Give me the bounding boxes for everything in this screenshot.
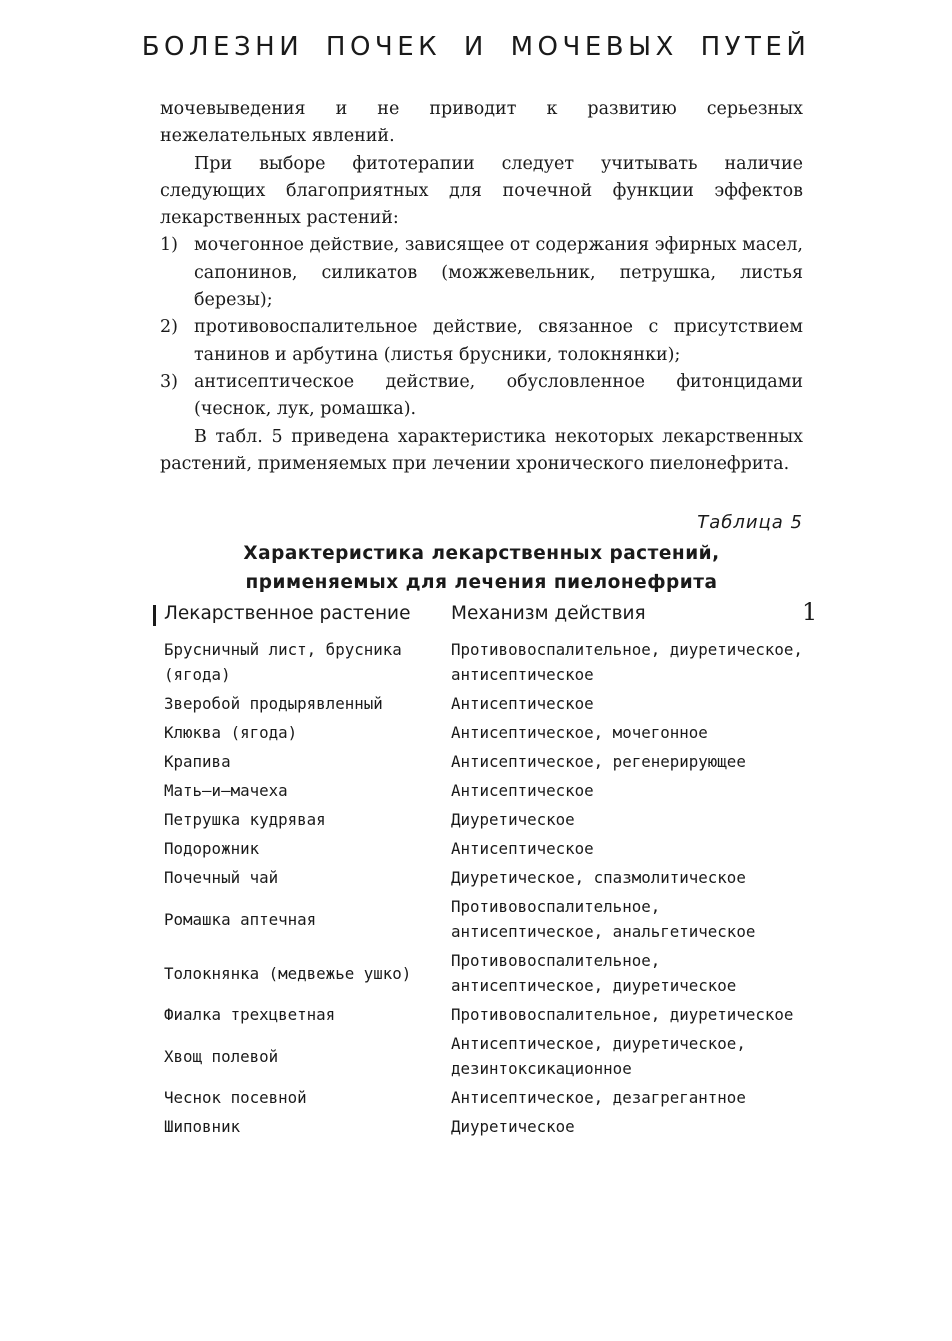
mechanism-cell: Антисептическое, дезагрегантное	[451, 1088, 746, 1107]
mechanism-cell: Антисептическое, регенерирующее	[451, 752, 746, 771]
list-item	[160, 369, 803, 424]
mechanism-cell: Антисептическое	[451, 694, 594, 713]
list-item-text: мочегонное действие, зависящее от содержания эфирных масел, сапонинов, силикатов (можжевельник, петрушка, листья березы);	[194, 235, 803, 311]
table-title-line-2: применяемых для лечения пиелонефрита	[245, 572, 718, 593]
table-row	[164, 863, 804, 892]
paragraph-continuation: мочевыведения и не приводит к развитию серьезных нежелательных явлений.	[160, 99, 803, 147]
plant-name-cell: Крапива	[164, 752, 231, 771]
table-row	[164, 776, 804, 805]
plant-name-cell: Чеснок посевной	[164, 1088, 307, 1107]
plant-name-cell: Петрушка кудрявая	[164, 810, 326, 829]
list-number: 2)	[160, 317, 178, 338]
plant-name-cell: Шиповник	[164, 1117, 241, 1136]
plant-name-cell: Подорожник	[164, 839, 260, 858]
column-header-mechanism: Механизм действия	[451, 603, 646, 624]
mechanism-cell: Противовоспалительное, диуретическое	[451, 1005, 794, 1024]
list-item-text: антисептическое действие, обусловленное фитонцидами (чеснок, лук, ромашка).	[194, 371, 803, 420]
list-item-text: противовоспалительное действие, связанное с присутствием танинов и арбутина (листья брусники, толокнянки);	[194, 317, 803, 365]
mechanism-cell: Антисептическое	[451, 781, 594, 800]
column-header-plant: Лекарственное растение	[164, 603, 411, 624]
table-row	[164, 1112, 804, 1141]
plant-name-cell: Ромашка аптечная	[164, 909, 317, 929]
mechanism-cell: Диуретическое, спазмолитическое	[451, 868, 746, 887]
table-row	[164, 805, 804, 834]
plants-table	[164, 635, 804, 1141]
plant-name-cell: Толокнянка (медвежье ушко)	[164, 963, 412, 983]
list-item	[160, 314, 803, 369]
plant-name-cell: Клюква (ягода)	[164, 723, 298, 742]
mechanism-cell: Антисептическое	[451, 839, 594, 858]
margin-bar	[153, 605, 156, 626]
plant-name-cell: Брусничный лист, брусника (ягода)	[164, 640, 402, 684]
table-row	[164, 1083, 804, 1112]
running-header: БОЛЕЗНИ ПОЧЕК И МОЧЕВЫХ ПУТЕЙ	[141, 32, 811, 62]
table-row	[164, 892, 804, 946]
effects-list	[160, 232, 803, 423]
mechanism-cell: Противовоспалительное, антисептическое, диуретическое	[451, 951, 737, 995]
page-mark: 1	[802, 598, 818, 626]
body-text	[160, 96, 803, 478]
table-row	[164, 689, 804, 718]
plant-name-cell: Фиалка трехцветная	[164, 1005, 336, 1024]
table-title-line-1: Характеристика лекарственных растений,	[243, 543, 720, 564]
list-number: 1)	[160, 235, 178, 256]
table-row	[164, 635, 804, 689]
list-number: 3)	[160, 371, 178, 392]
plant-name-cell: Хвощ полевой	[164, 1046, 279, 1066]
table-title	[160, 539, 803, 597]
table-label: Таблица 5	[697, 512, 803, 533]
plant-name-cell: Зверобой продырявленный	[164, 694, 383, 713]
plant-name-cell: Мать–и–мачеха	[164, 781, 288, 800]
plant-name-cell: Почечный чай	[164, 868, 279, 887]
mechanism-cell: Антисептическое, мочегонное	[451, 723, 708, 742]
paragraph-phytotherapy: При выборе фитотерапии следует учитывать наличие следующих благоприятных для почечной функции эффектов лекарственных растений:	[160, 153, 803, 229]
table-row	[164, 747, 804, 776]
table-row	[164, 834, 804, 863]
list-item	[160, 232, 803, 314]
table-row	[164, 946, 804, 1000]
mechanism-cell: Диуретическое	[451, 1117, 575, 1136]
table-row	[164, 1000, 804, 1029]
table-row	[164, 718, 804, 747]
mechanism-cell: Антисептическое, диуретическое, дезинтоксикационное	[451, 1034, 746, 1078]
mechanism-cell: Диуретическое	[451, 810, 575, 829]
mechanism-cell: Противовоспалительное, антисептическое, анальгетическое	[451, 897, 756, 941]
mechanism-cell: Противовоспалительное, диуретическое, антисептическое	[451, 640, 803, 684]
paragraph-table-intro: В табл. 5 приведена характеристика некоторых лекарственных растений, применяемых при лечении хронического пиелонефрита.	[160, 426, 803, 474]
table-row	[164, 1029, 804, 1083]
